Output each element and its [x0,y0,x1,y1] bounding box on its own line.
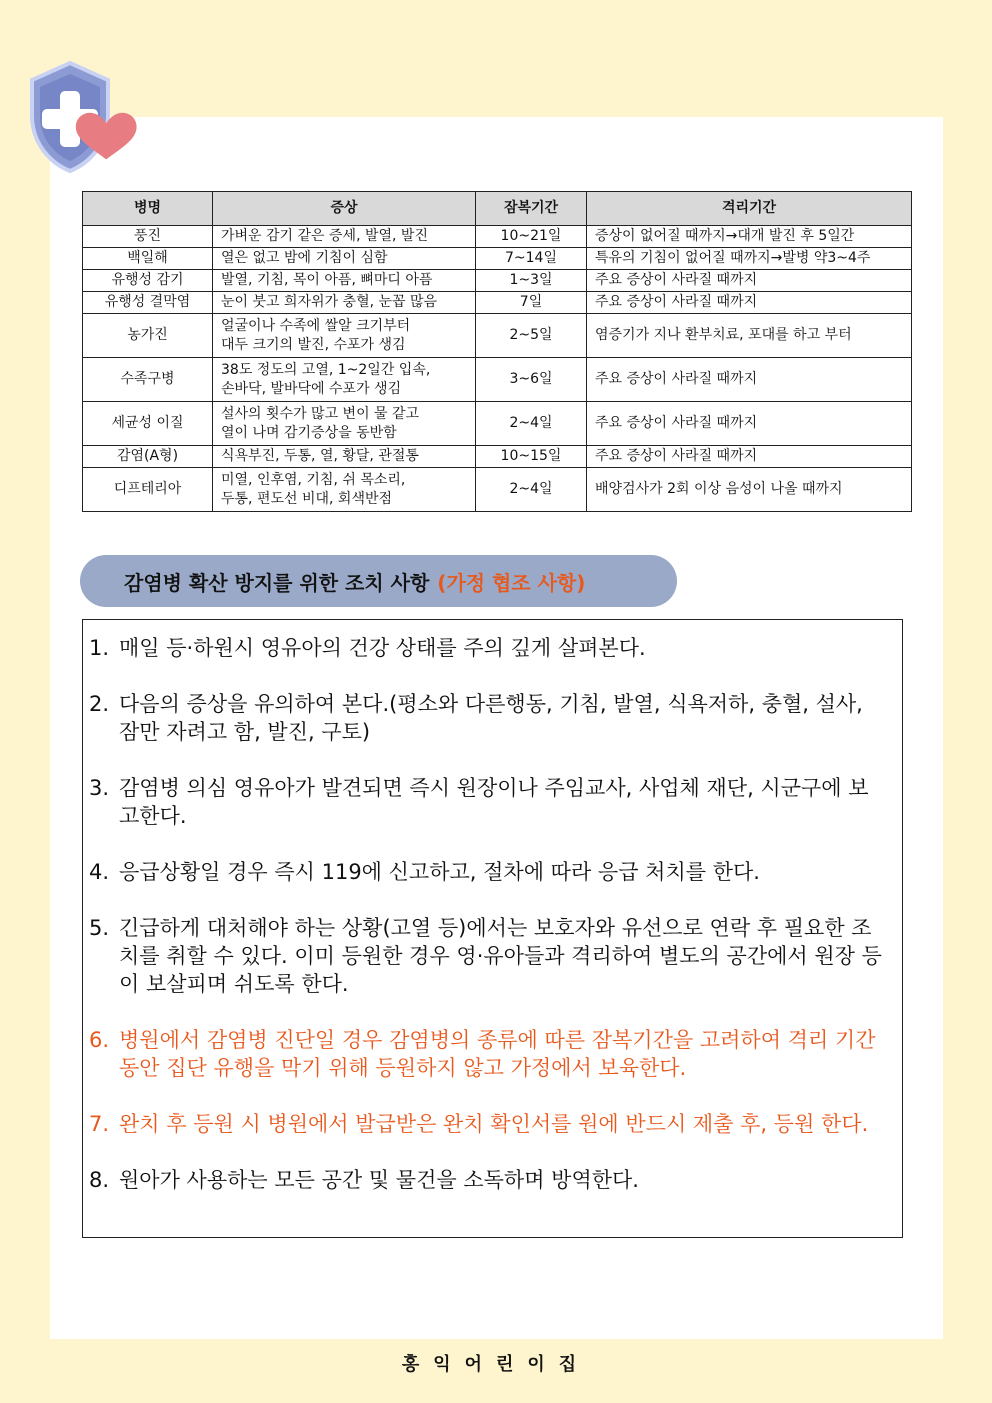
isolation-period: 특유의 기침이 없어질 때까지→발병 약3~4주 [587,248,912,270]
isolation-period: 주요 증상이 사라질 때까지 [587,402,912,446]
symptom-line: 발열, 기침, 목이 아픔, 뼈마디 아픔 [221,272,433,288]
table-row [83,292,912,314]
symptom-line: 미열, 인후염, 기침, 쉬 목소리, [221,471,406,488]
table-row [83,446,912,468]
isolation-period: 주요 증상이 사라질 때까지 [587,446,912,468]
table-row [83,248,912,270]
incubation-period: 10~15일 [476,446,587,468]
symptom-line: 열이 나며 감기증상을 동반함 [221,424,397,441]
incubation-period: 7~14일 [476,248,587,270]
isolation-period: 주요 증상이 사라질 때까지 [587,270,912,292]
list-item [89,774,902,830]
symptom-line: 손바닥, 발바닥에 수포가 생김 [221,380,402,397]
symptoms-cell [213,446,476,468]
list-item-text: 원아가 사용하는 모든 공간 및 물건을 소독하며 방역한다. [119,1168,639,1192]
list-item [89,690,902,746]
list-item-text: 긴급하게 대처해야 하는 상황(고열 등)에서는 보호자와 유선으로 연락 후 필요한 조치를 취할 수 있다. 이미 등원한 경우 영·유아들과 격리하여 별도의 공간에서 원장 등이 보살피며 쉬도록 한다. [119,916,882,996]
header-incubation: 잠복기간 [476,192,587,226]
list-item [89,858,902,886]
disease-name: 수족구병 [83,358,213,402]
list-item-number: 2. [89,692,110,716]
list-item-text: 완치 후 등원 시 병원에서 발급받은 완치 확인서를 원에 반드시 제출 후, 등원 한다. [119,1112,869,1136]
disease-name: 유행성 감기 [83,270,213,292]
symptoms-cell [213,402,476,446]
list-item-number: 3. [89,776,110,800]
list-item [89,1026,902,1082]
symptom-line: 대두 크기의 발진, 수포가 생김 [221,336,406,353]
table-body [83,226,912,512]
symptom-line: 식욕부진, 두통, 열, 황달, 관절통 [221,448,419,464]
list-item [89,914,902,998]
incubation-period: 2~5일 [476,314,587,358]
header-disease: 병명 [83,192,213,226]
symptom-line: 열은 없고 밤에 기침이 심함 [221,250,388,266]
list-item-text: 응급상황일 경우 즉시 119에 신고하고, 절차에 따라 응급 처치를 한다. [119,860,760,884]
symptoms-cell [213,226,476,248]
disease-name: 디프테리아 [83,468,213,512]
isolation-period: 염증기가 지나 환부치료, 포대를 하고 부터 [587,314,912,358]
symptoms-cell [213,314,476,358]
incubation-period: 3~6일 [476,358,587,402]
table-row [83,468,912,512]
disease-name: 풍진 [83,226,213,248]
incubation-period: 10~21일 [476,226,587,248]
table-row [83,358,912,402]
header-symptoms: 증상 [213,192,476,226]
isolation-period: 배양검사가 2회 이상 음성이 나올 때까지 [587,468,912,512]
symptom-line: 눈이 붓고 희자위가 충혈, 눈꼽 많음 [221,294,438,310]
incubation-period: 7일 [476,292,587,314]
disease-name: 세균성 이질 [83,402,213,446]
symptom-line: 38도 정도의 고열, 1~2일간 입속, [221,361,431,378]
table-row [83,270,912,292]
table-row [83,314,912,358]
list-item-number: 4. [89,860,110,884]
incubation-period: 1~3일 [476,270,587,292]
list-item-number: 8. [89,1168,110,1192]
list-item-number: 5. [89,916,110,940]
symptom-line: 가벼운 감기 같은 증세, 발열, 발진 [221,228,428,244]
list-item-number: 1. [89,636,110,660]
symptoms-cell [213,270,476,292]
symptom-line: 두통, 편도선 비대, 회색반점 [221,490,393,507]
list-item [89,1166,902,1194]
list-item [89,1110,902,1138]
list-item [89,634,902,662]
measures-list [82,619,903,1238]
list-item-text: 다음의 증상을 유의하여 본다.(평소와 다른행동, 기침, 발열, 식욕저하, 충혈, 설사, 잠만 자려고 함, 발진, 구토) [119,692,863,744]
list-item-number: 7. [89,1112,110,1136]
symptoms-cell [213,292,476,314]
symptom-line: 설사의 횟수가 많고 변이 물 같고 [221,405,420,422]
table-row [83,226,912,248]
section-title-main: 감염병 확산 방지를 위한 조치 사항 [124,570,430,595]
symptoms-cell [213,358,476,402]
incubation-period: 2~4일 [476,468,587,512]
section-title [80,555,677,607]
symptom-line: 얼굴이나 수족에 쌀알 크기부터 [221,317,411,334]
list-item-text: 병원에서 감염병 진단일 경우 감염병의 종류에 따른 잠복기간을 고려하여 격리 기간동안 집단 유행을 막기 위해 등원하지 않고 가정에서 보육한다. [119,1028,876,1080]
isolation-period: 증상이 없어질 때까지→대개 발진 후 5일간 [587,226,912,248]
symptoms-cell [213,248,476,270]
medical-shield-heart-icon [20,58,140,178]
disease-name: 유행성 결막염 [83,292,213,314]
disease-name: 감염(A형) [83,446,213,468]
isolation-period: 주요 증상이 사라질 때까지 [587,292,912,314]
table-row [83,402,912,446]
symptoms-cell [213,468,476,512]
isolation-period: 주요 증상이 사라질 때까지 [587,358,912,402]
disease-table [82,191,912,512]
list-item-text: 매일 등·하원시 영유아의 건강 상태를 주의 깊게 살펴본다. [119,636,646,660]
section-title-accent: (가정 협조 사항) [437,570,586,595]
table-header-row [83,192,912,226]
list-item-number: 6. [89,1028,110,1052]
incubation-period: 2~4일 [476,402,587,446]
disease-name: 농가진 [83,314,213,358]
list-item-text: 감염병 의심 영유아가 발견되면 즉시 원장이나 주임교사, 사업체 재단, 시군구에 보고한다. [119,776,869,828]
disease-name: 백일해 [83,248,213,270]
footer-org-name: 홍익어린이집 [401,1354,591,1375]
header-isolation: 격리기간 [587,192,912,226]
